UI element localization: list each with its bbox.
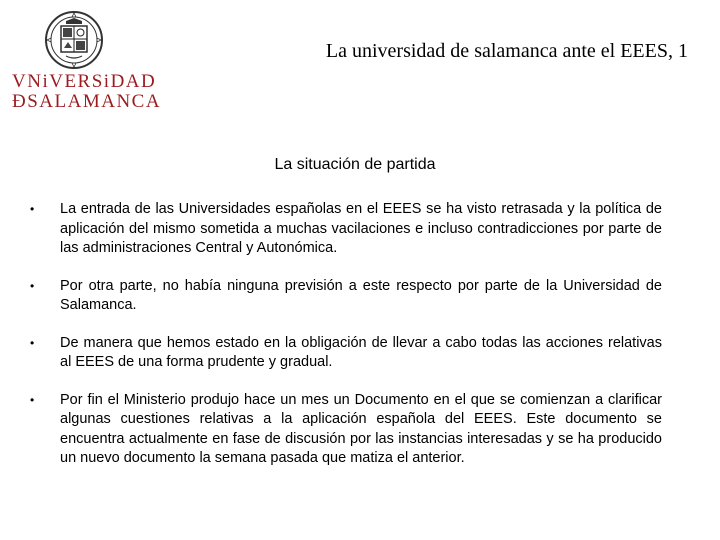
bullet-item bbox=[30, 334, 662, 373]
logo-text-universidad: VNiVERSiDAD bbox=[12, 71, 157, 92]
university-logo bbox=[8, 6, 162, 112]
bullet-point-icon: • bbox=[30, 335, 35, 350]
bullet-item bbox=[30, 391, 662, 469]
bullet-list bbox=[30, 200, 662, 487]
university-seal-icon bbox=[44, 10, 104, 70]
bullet-text: Por otra parte, no había ninguna previsión a este respecto por parte de la Universidad de Salamanca. bbox=[60, 277, 662, 313]
logo-text-salamanca: ÐSALAMANCA bbox=[12, 91, 162, 112]
bullet-point-icon: • bbox=[30, 278, 35, 293]
section-heading: La situación de partida bbox=[274, 156, 436, 173]
slide-title: La universidad de salamanca ante el EEES, 1 bbox=[325, 40, 688, 62]
bullet-text: La entrada de las Universidades españolas en el EEES se ha visto retrasada y la política de aplicación del mismo sometida a muchas vacilaciones e incluso contradicciones por parte de las administraciones Central y Autonómica. bbox=[60, 201, 662, 256]
bullet-text: Por fin el Ministerio produjo hace un mes un Documento en el que se comienzan a clarificar algunas cuestiones relativas a la aplicación española del EEES. Este documento se encuentra actualmente en fase de discusión por las instancias interesadas y se ha producido un nuevo documento la semana pasada que matiza el anterior. bbox=[60, 391, 662, 466]
bullet-text: De manera que hemos estado en la obligación de llevar a cabo todas las acciones relativas al EEES de una forma prudente y gradual. bbox=[60, 334, 662, 370]
bullet-item bbox=[30, 200, 662, 259]
bullet-point-icon: • bbox=[30, 202, 35, 216]
bullet-item bbox=[30, 277, 662, 316]
bullet-point-icon: • bbox=[30, 392, 35, 407]
